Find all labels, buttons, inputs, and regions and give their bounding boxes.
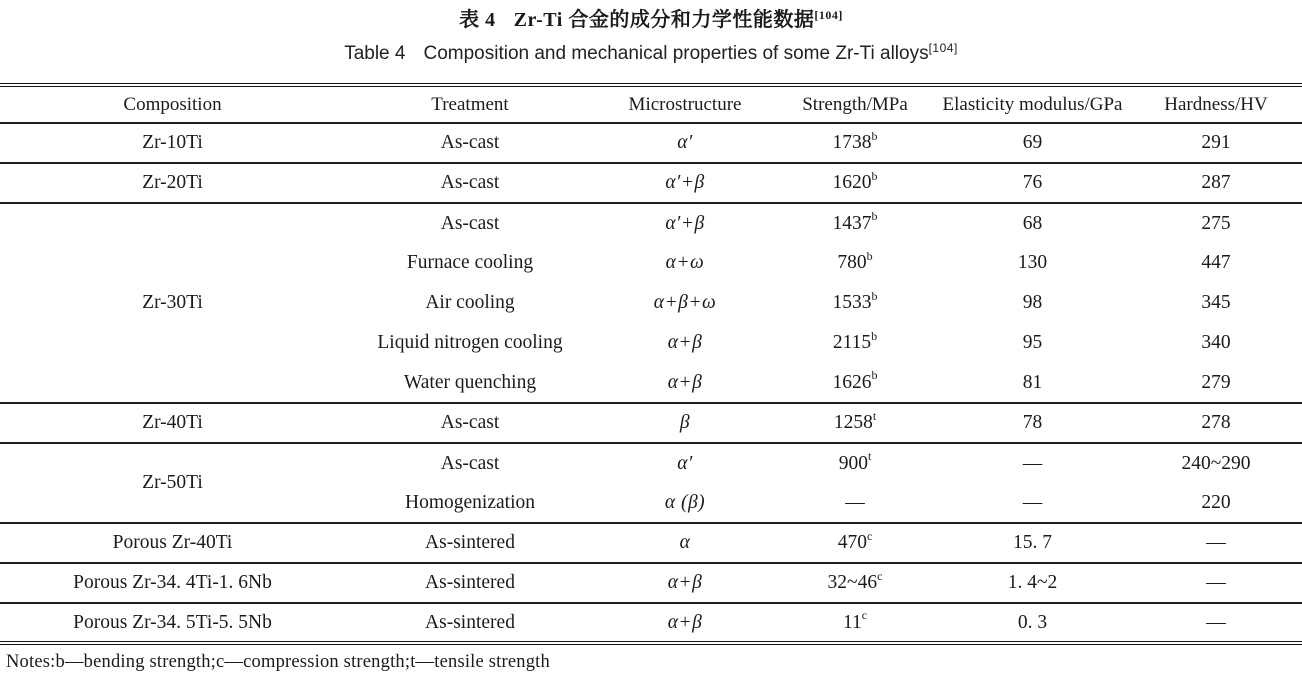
cell-composition: Zr-30Ti bbox=[142, 292, 203, 313]
cell-microstructure: α+β bbox=[667, 371, 703, 393]
cell-modulus: 68 bbox=[1022, 212, 1043, 234]
strength-superscript: b bbox=[871, 288, 878, 303]
cell-modulus: 69 bbox=[1022, 132, 1043, 153]
cell-treatment: Homogenization bbox=[405, 491, 535, 513]
table-row bbox=[0, 523, 1302, 563]
cell-microstructure: α bbox=[679, 532, 691, 553]
col-header-modulus: Elasticity modulus/GPa bbox=[935, 85, 1130, 123]
cell-modulus: 76 bbox=[1022, 172, 1043, 193]
cell-modulus: 78 bbox=[1022, 412, 1043, 433]
strength-superscript: c bbox=[861, 608, 868, 622]
strength-superscript: c bbox=[877, 568, 883, 583]
cell-hardness: 220 bbox=[1201, 491, 1231, 513]
table-row bbox=[0, 603, 1302, 643]
col-header-composition: Composition bbox=[0, 85, 345, 123]
cell-hardness: — bbox=[1206, 572, 1226, 593]
alloy-group bbox=[0, 603, 1302, 643]
alloy-group bbox=[0, 203, 1302, 403]
cell-microstructure: α+β bbox=[667, 572, 703, 593]
cell-strength: 900$^t$ bbox=[838, 449, 872, 474]
strength-superscript: b bbox=[871, 328, 878, 343]
cell-composition: Zr-50Ti bbox=[142, 472, 203, 493]
cell-composition: Zr-40Ti bbox=[142, 412, 203, 433]
cell-modulus: 0. 3 bbox=[1017, 611, 1048, 633]
cell-treatment: As-sintered bbox=[425, 611, 515, 633]
cell-composition: Zr-20Ti bbox=[142, 172, 203, 193]
alloy-group bbox=[0, 563, 1302, 603]
cell-strength: 1620$^b$ bbox=[832, 168, 878, 193]
alloy-group bbox=[0, 443, 1302, 523]
cell-composition: Porous Zr-40Ti bbox=[112, 532, 233, 553]
cell-strength: 470$^c$ bbox=[837, 528, 873, 553]
cell-modulus: 1. 4~2 bbox=[1007, 572, 1058, 593]
cell-strength: 2115$^b$ bbox=[832, 328, 878, 353]
cell-hardness: 345 bbox=[1201, 292, 1231, 313]
cell-microstructure: β bbox=[679, 412, 691, 433]
cell-hardness: — bbox=[1206, 611, 1226, 633]
table-notes: Notes:b—bending strength;c—compression strength;t—tensile strength bbox=[6, 652, 550, 672]
cell-modulus: 95 bbox=[1022, 332, 1043, 353]
table-caption-en bbox=[0, 39, 1302, 70]
cell-strength: 1738$^b$ bbox=[832, 128, 878, 153]
table-row bbox=[0, 563, 1302, 603]
cell-hardness: 278 bbox=[1201, 412, 1231, 433]
cell-strength: 1437$^b$ bbox=[832, 209, 878, 234]
cell-modulus: — bbox=[1022, 452, 1043, 474]
cell-treatment: Water quenching bbox=[403, 371, 537, 393]
col-header-microstructure: Microstructure bbox=[595, 85, 775, 123]
cell-strength: 1258$^t$ bbox=[833, 408, 877, 433]
table-caption-en-prefix: Table 4 bbox=[344, 43, 406, 64]
table-row bbox=[0, 123, 1302, 163]
table-caption-zh-text: Zr-Ti 合金的成分和力学性能数据 bbox=[513, 9, 815, 31]
alloy-group bbox=[0, 163, 1302, 203]
cell-microstructure: α+ω bbox=[665, 252, 705, 273]
strength-superscript: b bbox=[871, 128, 878, 143]
cell-treatment: Furnace cooling bbox=[406, 252, 534, 273]
strength-superscript: t bbox=[867, 449, 872, 463]
cell-treatment: As-cast bbox=[440, 132, 500, 153]
cell-modulus: 98 bbox=[1022, 292, 1043, 313]
table-row bbox=[0, 163, 1302, 203]
cell-microstructure: α′ bbox=[677, 132, 693, 153]
cell-composition: Zr-10Ti bbox=[142, 132, 203, 153]
table-header-row bbox=[0, 85, 1302, 123]
table-caption-zh bbox=[0, 0, 1302, 35]
cell-microstructure: α′+β bbox=[665, 172, 705, 193]
cell-microstructure: α (β) bbox=[664, 491, 706, 513]
strength-superscript: b bbox=[871, 209, 878, 223]
cell-modulus: — bbox=[1022, 491, 1043, 513]
strength-superscript: b bbox=[871, 368, 878, 382]
cell-microstructure: α′+β bbox=[665, 212, 705, 234]
table-caption-zh-prefix: 表 4 bbox=[459, 9, 496, 31]
cell-hardness: 287 bbox=[1201, 172, 1231, 193]
table-caption-en-text: Composition and mechanical properties of some Zr-Ti alloys bbox=[423, 43, 929, 64]
col-header-treatment: Treatment bbox=[345, 85, 595, 123]
table-caption-en-reference: [104] bbox=[928, 41, 958, 55]
table-row bbox=[0, 403, 1302, 443]
cell-strength: 1533$^b$ bbox=[832, 288, 878, 313]
cell-hardness: 279 bbox=[1201, 371, 1231, 393]
cell-hardness: — bbox=[1206, 532, 1226, 553]
alloy-properties-table bbox=[0, 83, 1302, 645]
cell-modulus: 15. 7 bbox=[1013, 532, 1052, 553]
cell-modulus: 130 bbox=[1017, 252, 1048, 273]
cell-hardness: 340 bbox=[1201, 332, 1231, 353]
table-caption-zh-reference: [104] bbox=[814, 8, 843, 22]
table-row bbox=[0, 443, 1302, 483]
cell-microstructure: α′ bbox=[677, 452, 693, 474]
cell-strength: 1626$^b$ bbox=[832, 368, 878, 393]
alloy-group bbox=[0, 123, 1302, 163]
cell-treatment: As-cast bbox=[440, 172, 500, 193]
strength-superscript: t bbox=[872, 408, 877, 423]
cell-strength: 780$^b$ bbox=[837, 248, 873, 273]
cell-hardness: 275 bbox=[1201, 212, 1231, 234]
cell-treatment: Air cooling bbox=[425, 292, 515, 313]
strength-superscript: c bbox=[866, 528, 873, 543]
cell-treatment: As-cast bbox=[440, 412, 500, 433]
cell-treatment: As-cast bbox=[440, 212, 500, 234]
alloy-group bbox=[0, 403, 1302, 443]
cell-treatment: As-sintered bbox=[425, 532, 515, 553]
cell-microstructure: α+β bbox=[667, 611, 703, 633]
cell-treatment: Liquid nitrogen cooling bbox=[377, 332, 563, 353]
cell-strength: 32~46$^c$ bbox=[827, 568, 883, 593]
cell-hardness: 240~290 bbox=[1181, 452, 1251, 474]
cell-treatment: As-sintered bbox=[425, 572, 515, 593]
cell-hardness: 291 bbox=[1201, 132, 1231, 153]
cell-strength: — bbox=[845, 491, 865, 513]
cell-composition: Porous Zr-34. 4Ti-1. 6Nb bbox=[73, 572, 272, 593]
cell-microstructure: α+β bbox=[667, 332, 703, 353]
alloy-group bbox=[0, 523, 1302, 563]
cell-strength: 11$^c$ bbox=[842, 608, 868, 633]
strength-superscript: b bbox=[866, 248, 873, 263]
col-header-hardness: Hardness/HV bbox=[1130, 85, 1302, 123]
cell-hardness: 447 bbox=[1201, 252, 1231, 273]
cell-modulus: 81 bbox=[1022, 371, 1043, 393]
cell-treatment: As-cast bbox=[440, 452, 500, 474]
col-header-strength: Strength/MPa bbox=[775, 85, 935, 123]
strength-superscript: b bbox=[871, 168, 878, 183]
cell-microstructure: α+β+ω bbox=[653, 292, 717, 313]
table-row bbox=[0, 203, 1302, 243]
cell-composition: Porous Zr-34. 5Ti-5. 5Nb bbox=[73, 611, 272, 633]
table-header bbox=[0, 85, 1302, 123]
